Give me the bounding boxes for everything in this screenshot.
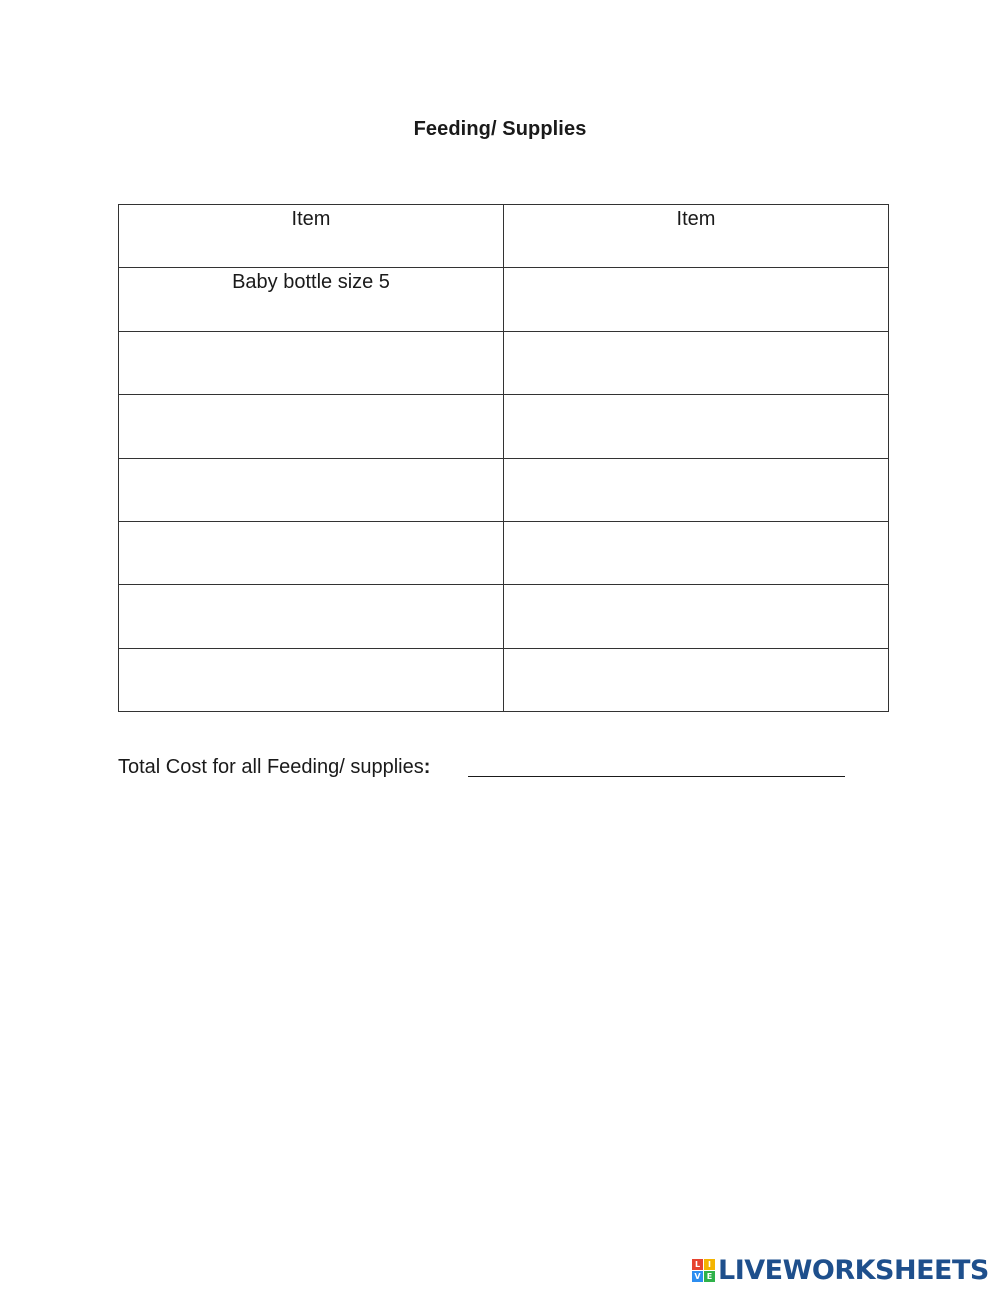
table-cell[interactable] bbox=[504, 268, 889, 332]
brand-name: LIVEWORKSHEETS bbox=[718, 1254, 989, 1286]
column-header-item-1: Item bbox=[119, 205, 504, 268]
supplies-table bbox=[118, 204, 889, 712]
liveworksheets-logo bbox=[692, 1255, 989, 1285]
table-header-row bbox=[119, 205, 889, 268]
table-cell[interactable]: Baby bottle size 5 bbox=[119, 268, 504, 332]
table-row bbox=[119, 459, 889, 522]
total-cost-line bbox=[118, 756, 430, 779]
table-row bbox=[119, 649, 889, 712]
logo-letter-v: V bbox=[692, 1271, 703, 1282]
column-header-item-2: Item bbox=[504, 205, 889, 268]
table-row bbox=[119, 522, 889, 585]
logo-letter-e: E bbox=[704, 1271, 715, 1282]
table-cell[interactable] bbox=[119, 332, 504, 395]
table-row bbox=[119, 268, 889, 332]
total-cost-label: Total Cost for all Feeding/ supplies bbox=[118, 756, 424, 778]
table-cell[interactable] bbox=[504, 395, 889, 459]
table-cell[interactable] bbox=[119, 395, 504, 459]
table-cell[interactable] bbox=[119, 649, 504, 712]
table-cell[interactable] bbox=[504, 649, 889, 712]
logo-letter-i: I bbox=[704, 1259, 715, 1270]
table-cell[interactable] bbox=[504, 522, 889, 585]
page-title: Feeding/ Supplies bbox=[413, 118, 587, 140]
table-cell[interactable] bbox=[504, 332, 889, 395]
table-row bbox=[119, 395, 889, 459]
total-cost-colon: : bbox=[423, 756, 431, 778]
table-cell[interactable] bbox=[504, 459, 889, 522]
table-cell[interactable] bbox=[119, 522, 504, 585]
table-cell[interactable] bbox=[119, 459, 504, 522]
table-row bbox=[119, 332, 889, 395]
table-cell[interactable] bbox=[119, 585, 504, 649]
logo-letter-l: L bbox=[692, 1259, 703, 1270]
logo-blocks-icon bbox=[692, 1259, 715, 1282]
table-cell[interactable] bbox=[504, 585, 889, 649]
total-cost-blank[interactable] bbox=[468, 776, 845, 777]
table-row bbox=[119, 585, 889, 649]
